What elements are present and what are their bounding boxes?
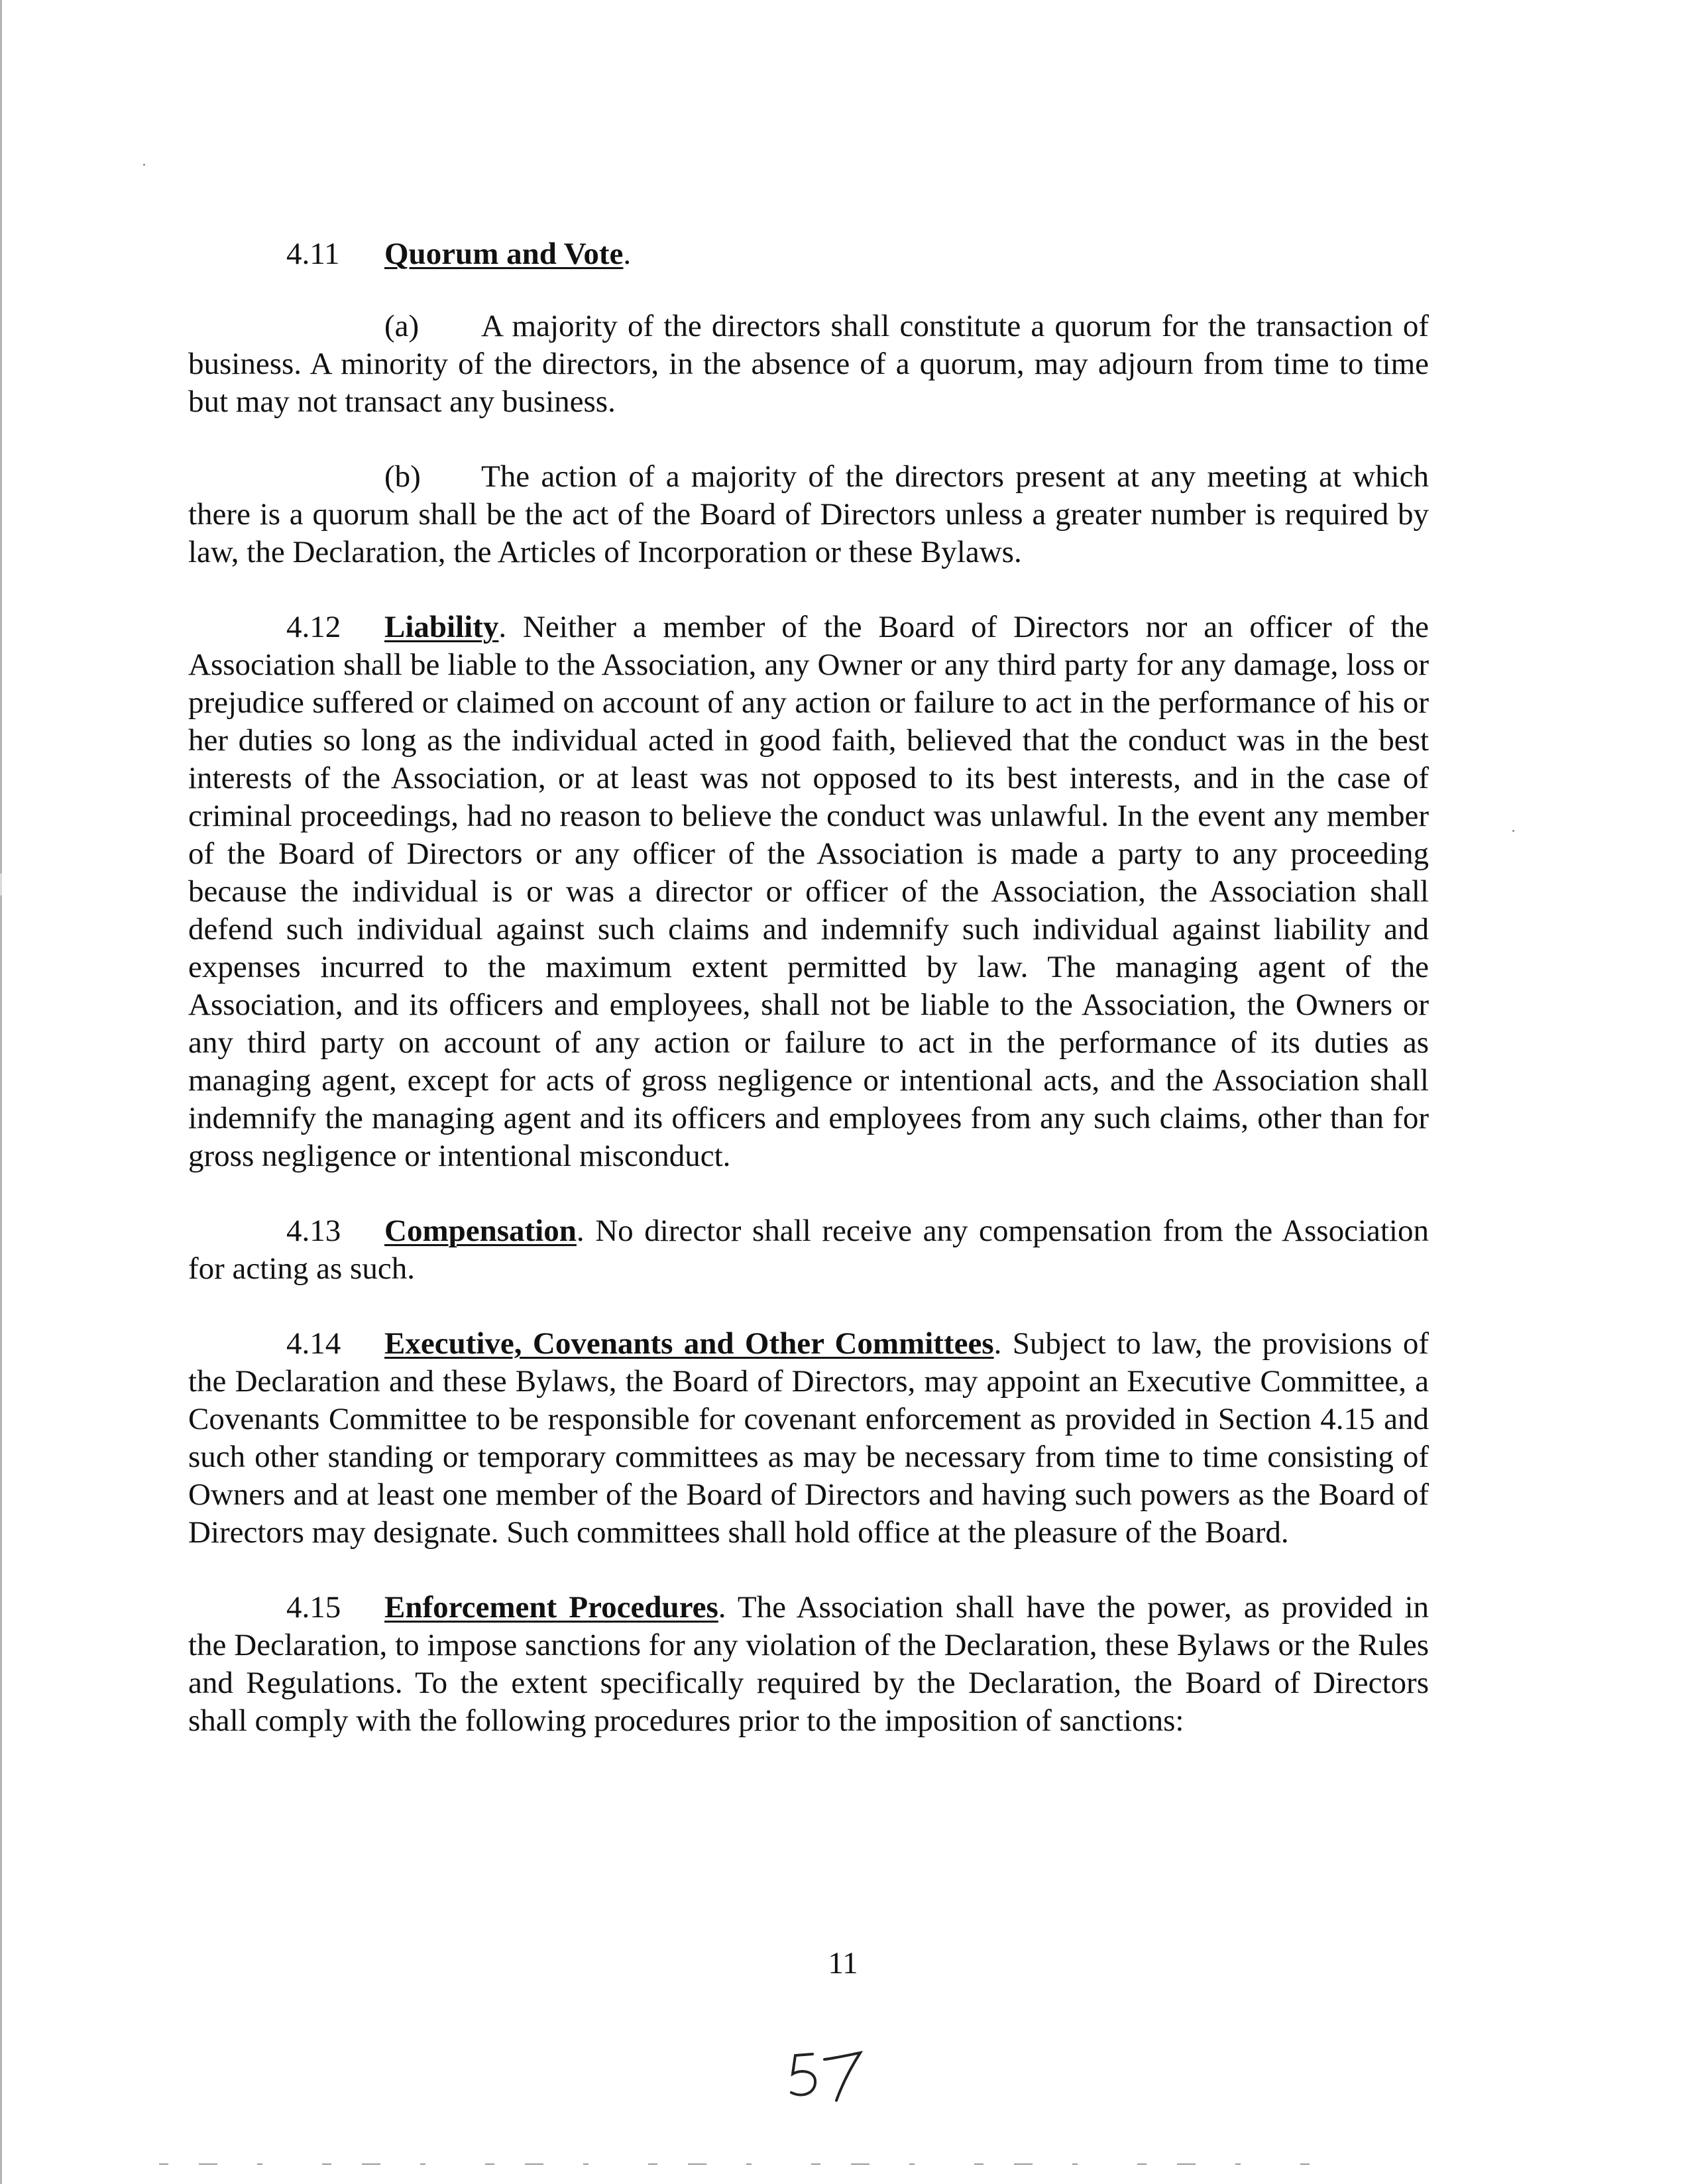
section-4-12: 4.12 Liability. Neither a member of the Board of Directors nor an officer of the Association shall be liable to the Association, any Owner or any third party for any damage, loss or prejudice suffered or claimed on account of any action or failure to act in the performance of his or her duties so long as the individual acted in good faith, believed that the conduct was in the best interests of the Association, or at least was not opposed to its best interests, and in the case of criminal proceedings, had no reason to believe the conduct was unlawful. In the event any member of the Board of Directors or any officer of the Association is made a party to any proceeding because the individual is or was a director or officer of the Association, the Association shall defend such individual against such claims and indemnify such individual against liability and expenses incurred to the maximum extent permitted by law. The managing agent of the Association, and its officers and employees, shall not be liable to the Association, the Owners or any third party on account of any action or failure to act in the performance of its duties as managing agent, except for acts of gross negligence or intentional acts, and the Association shall indemnify the managing agent and its officers and employees from any such claims, other than for gross negligence or intentional misconduct.: [188, 610, 1429, 1173]
subsection-text: The action of a majority of the directors present at any meeting at which there is a quorum shall be the act of the Board of Directors unless a greater number is required by law, the Declaration, the Articles of Incorporation or these Bylaws.: [188, 459, 1429, 569]
scan-speck: [143, 164, 145, 166]
scan-speck: [1512, 830, 1514, 832]
section-4-11-heading: 4.11 Quorum and Vote.: [188, 235, 1429, 273]
section-4-11-a: [188, 308, 1429, 421]
section-4-13: 4.13 Compensation. No director shall receive any compensation from the Association for acting as such.: [188, 1214, 1429, 1286]
subsection-label: (a): [384, 309, 420, 343]
section-text: Neither a member of the Board of Directors nor an officer of the Association shall be liable to the Association, any Owner or any third party for any damage, loss or prejudice suffered or claimed on account of any action or failure to act in the performance of his or her duties so long as the individual acted in good faith, believed that the conduct was in the best interests of the Association, or at least was not opposed to its best interests, and in the case of criminal proceedings, had no reason to believe the conduct was unlawful. In the event any member of the Board of Directors or any officer of the Association is made a party to any proceeding because the individual is or was a director or officer of the Association, the Association shall defend such individual against such claims and indemnify such individual against liability and expenses incurred to the maximum extent permitted by law. The managing agent of the Association, and its officers and employees, shall not be liable to the Association, the Owners or any third party on account of any action or failure to act in the performance of its duties as managing agent, except for acts of gross negligence or intentional acts, and the Association shall indemnify the managing agent and its officers and employees from any such claims, other than for gross negligence or intentional misconduct.: [188, 610, 1429, 1173]
handwritten-page-number-57: [782, 2045, 868, 2104]
subsection-text: A majority of the directors shall constitute a quorum for the transaction of business. A minority of the directors, in the absence of a quorum, may adjourn from time to time but may not transact any business.: [188, 309, 1429, 419]
page-number: 11: [828, 1946, 858, 1981]
section-number: 4.14: [286, 1326, 341, 1361]
document-page: [188, 235, 1429, 1777]
section-title: Compensation: [384, 1214, 577, 1248]
section-title: Executive, Covenants and Other Committees: [384, 1326, 994, 1361]
scan-noise-line: [159, 2162, 1339, 2166]
section-text: No director shall receive any compensation from the Association for acting as such.: [188, 1214, 1429, 1286]
section-number: 4.13: [286, 1214, 341, 1248]
subsection-label: (b): [384, 459, 421, 494]
section-title: Enforcement Procedures: [384, 1590, 718, 1625]
section-4-15: 4.15 Enforcement Procedures. The Association shall have the power, as provided in the Declaration, to impose sanctions for any violation of the Declaration, these Bylaws or the Rules and Regulations. To the extent specifically required by the Declaration, the Board of Directors shall comply with the following procedures prior to the imposition of sanctions:: [188, 1590, 1430, 1738]
section-title: Quorum and Vote: [384, 237, 624, 271]
section-title: Liability: [384, 610, 499, 644]
section-number: 4.15: [286, 1590, 341, 1625]
section-text: The Association shall have the power, as provided in the Declaration, to impose sanctions for any violation of the Declaration, these Bylaws or the Rules and Regulations. To the extent specifically required by the Declaration, the Board of Directors shall comply with the following procedures prior to the imposition of sanctions:: [188, 1590, 1430, 1738]
section-4-14: 4.14 Executive, Covenants and Other Committees. Subject to law, the provisions of the Declaration and these Bylaws, the Board of Directors, may appoint an Executive Committee, a Covenants Committee to be responsible for covenant enforcement as provided in Section 4.15 and such other standing or temporary committees as may be necessary from time to time consisting of Owners and at least one member of the Board of Directors and having such powers as the Board of Directors may designate. Such committees shall hold office at the pleasure of the Board.: [188, 1326, 1430, 1550]
section-4-11-b: [188, 458, 1429, 571]
section-text: Subject to law, the provisions of the Declaration and these Bylaws, the Board of Directors, may appoint an Executive Committee, a Covenants Committee to be responsible for covenant enforcement as provided in Section 4.15 and such other standing or temporary committees as may be necessary from time to time consisting of Owners and at least one member of the Board of Directors and having such powers as the Board of Directors may designate. Such committees shall hold office at the pleasure of the Board.: [188, 1326, 1430, 1550]
section-number: 4.12: [286, 610, 341, 644]
section-number: 4.11: [286, 237, 340, 271]
scan-edge: [0, 0, 2, 2184]
